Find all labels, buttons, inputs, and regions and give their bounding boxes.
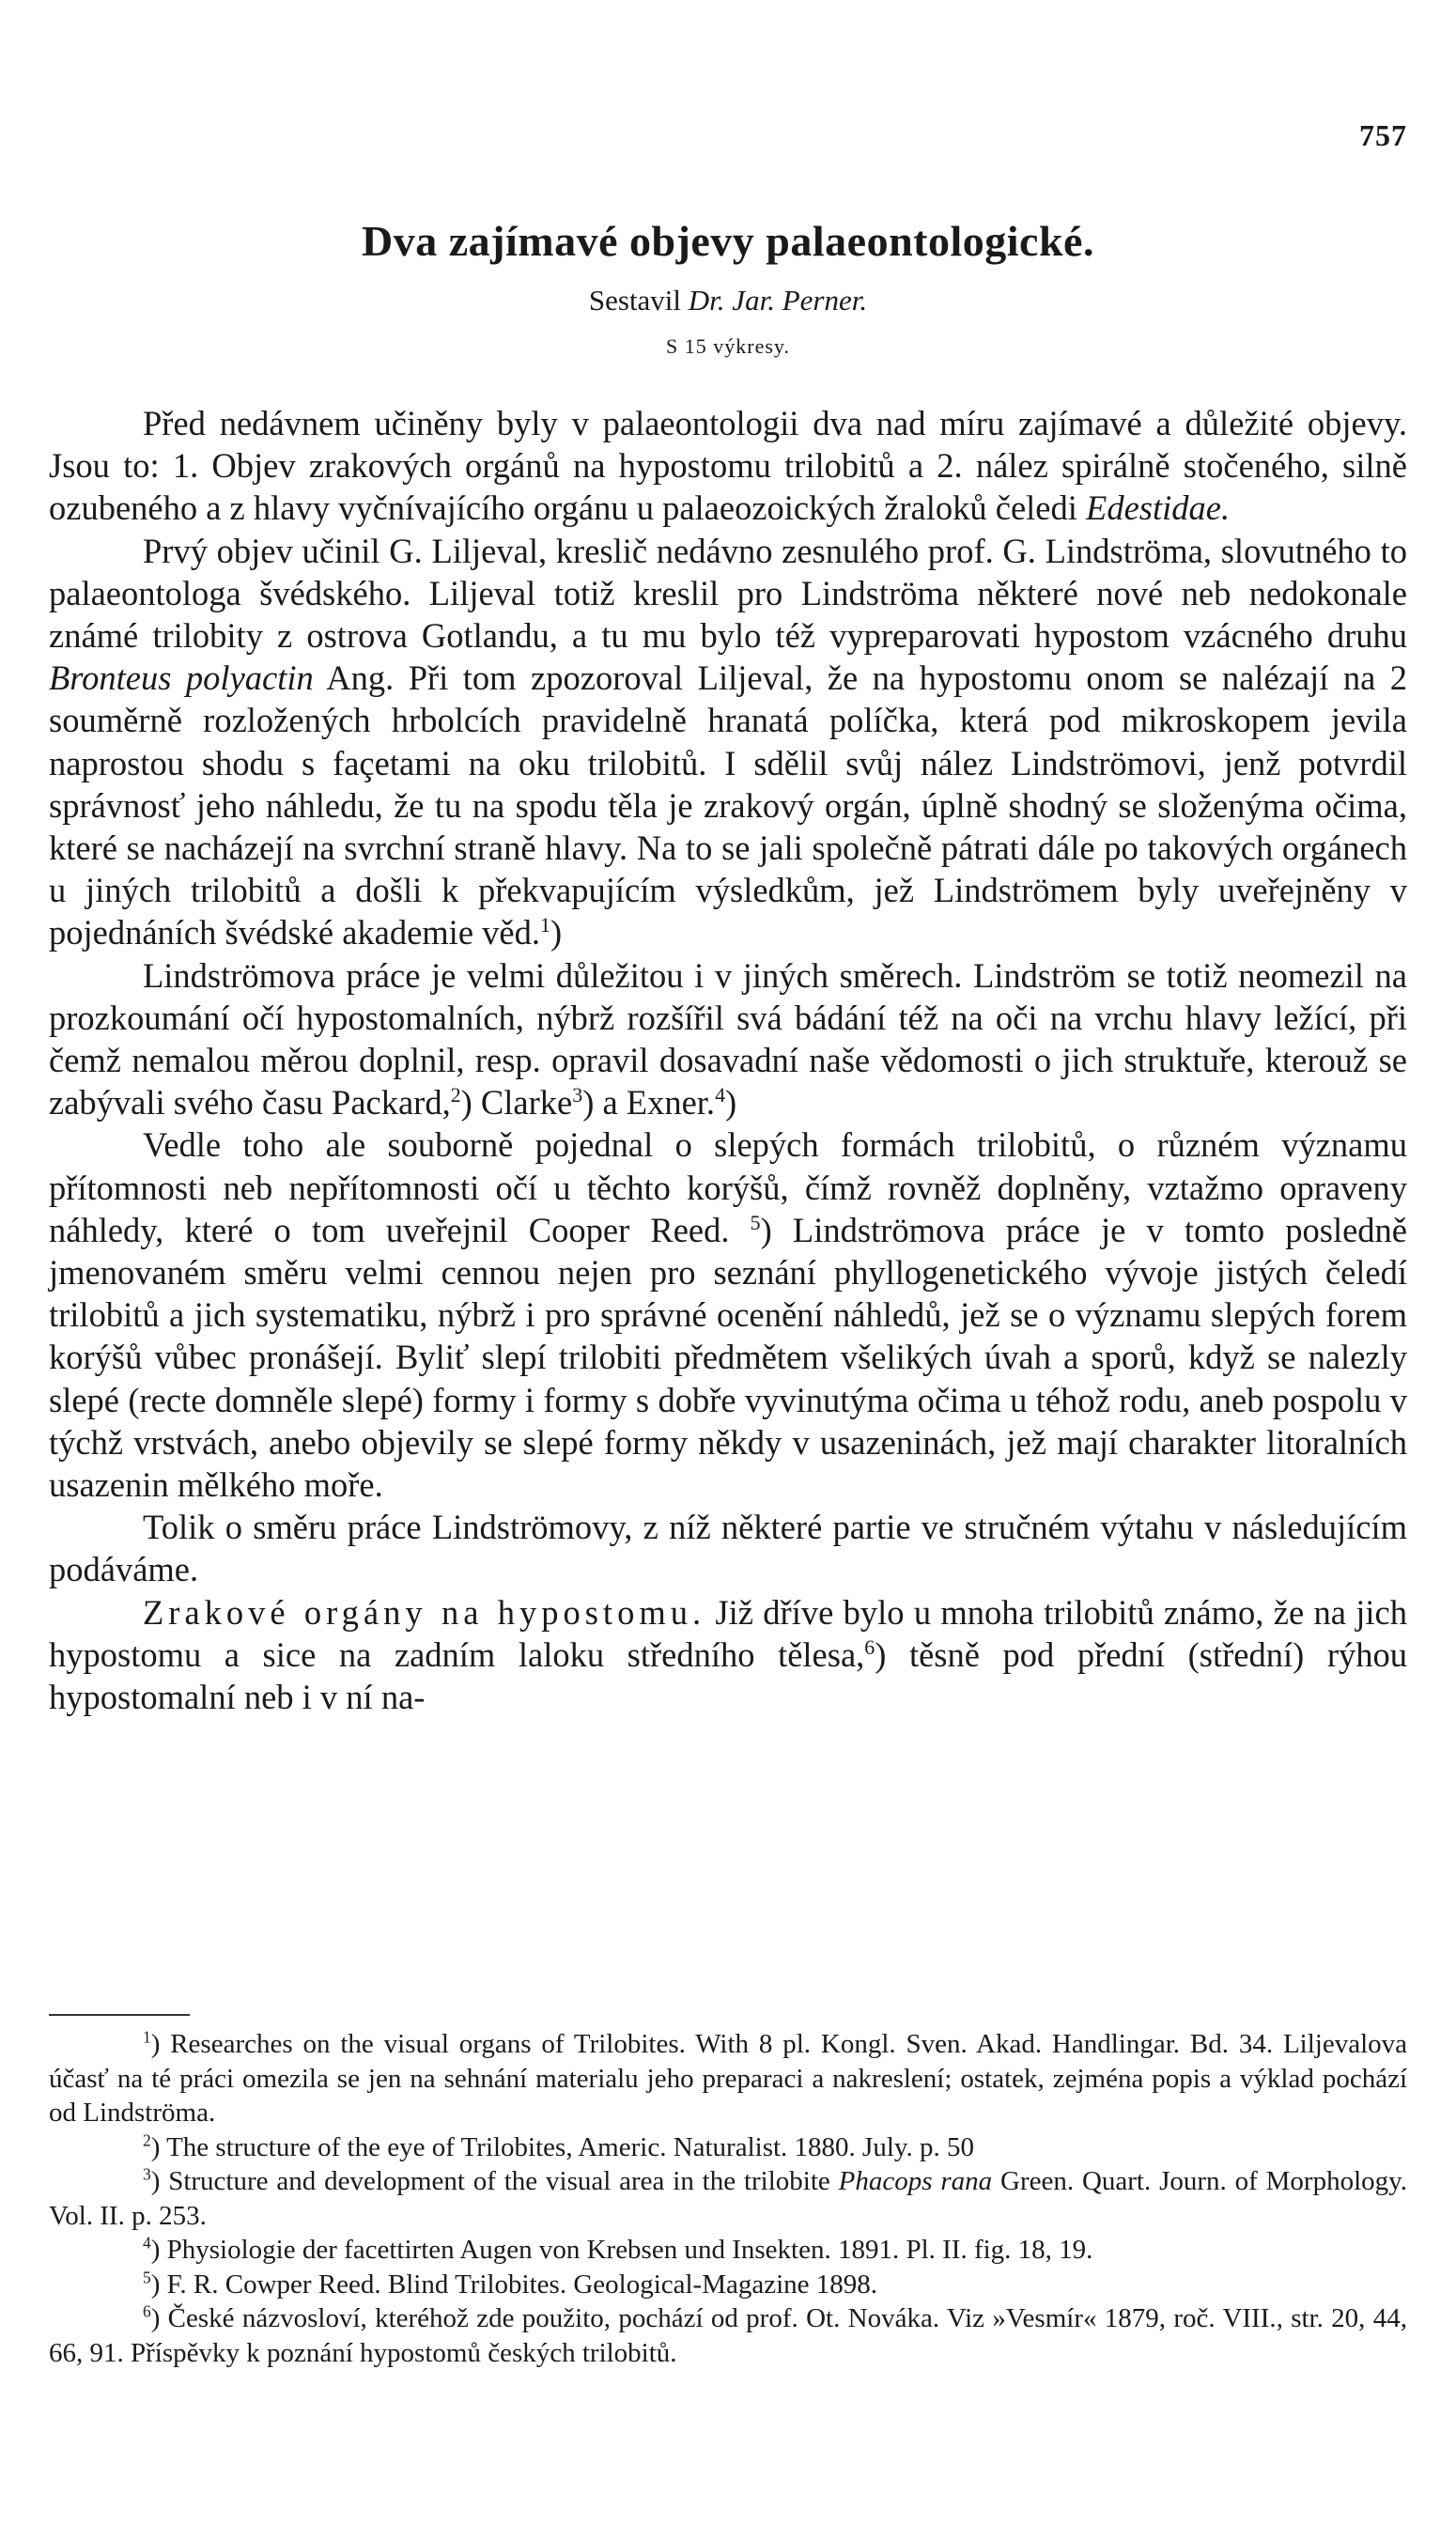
footnotes xyxy=(49,2027,1407,2370)
footnote-3-mark: 3 xyxy=(143,2164,151,2184)
paragraph-2-end: ) xyxy=(550,913,563,952)
figures-note: S 15 výkresy. xyxy=(666,334,790,358)
paragraph-1 xyxy=(49,402,1407,530)
paragraph-5-text: Tolik o směru práce Lindströmovy, z níž některé partie ve stručném výtahu v následujícím podáváme. xyxy=(49,1508,1407,1589)
footnote-5-text: ) F. R. Cowper Reed. Blind Trilobites. Geological-Magazine 1898. xyxy=(150,2269,878,2300)
section-heading-inline: Zrakové orgány na hypostomu. xyxy=(143,1592,706,1632)
byline xyxy=(49,284,1407,318)
paragraph-3-text-c: ) a Exner. xyxy=(582,1083,716,1123)
paragraph-2-text-a: Prvý objev učinil G. Liljeval, kreslič nedávno zesnulého prof. G. Lindströma, slovutného to palaeontologa švédského. Liljeval totiž kreslil pro Lindströma některé nové neb nedokonale známé trilobity z ostrova Gotlandu, a tu mu bylo též vypreparovati hypostom vzácného druhu xyxy=(49,531,1407,656)
paragraph-4-text-a: Vedle toho ale souborně pojednal o slepých formách trilobitů, o různém významu přítomnosti neb nepřítomnosti očí u těchto korýšů, čímž rovněž doplněny, vztažmo opraveny náhledy, které o tom uveřejnil Cooper Reed. xyxy=(49,1125,1407,1249)
footnote-2 xyxy=(49,2130,1407,2165)
footnote-ref-6: 6 xyxy=(864,1634,875,1659)
footnote-3-text-a: ) Structure and development of the visual area in the trilobite xyxy=(150,2166,830,2196)
footnote-ref-1: 1 xyxy=(539,913,550,937)
footnote-5-mark: 5 xyxy=(143,2267,151,2286)
footnote-1-text: ) Researches on the visual organs of Trilobites. With 8 pl. Kongl. Sven. Akad. Handlingar. Bd. 34. Liljevalova účasť na té práci omezila se jen na sehnání materialu jeho preparaci a nakreslení; ostatek, zejména popis a výklad pochází od Lindströma. xyxy=(49,2029,1407,2128)
footnote-3 xyxy=(49,2164,1407,2233)
paragraph-3-text-d: ) xyxy=(725,1083,737,1123)
byline-author: Dr. Jar. Perner. xyxy=(688,284,868,317)
footnote-6 xyxy=(49,2301,1407,2370)
paragraph-1-text: Před nedávnem učiněny byly v palaeontologii dva nad míru zajímavé a důležité objevy. Jsou to: 1. Objev zrakových orgánů na hypostomu trilobitů a 2. nález spirálně stočeného, silně ozubeného a z hlavy vyčnívajícího orgánu u palaeozoických žraloků čeledi xyxy=(49,404,1407,528)
paragraph-3 xyxy=(49,954,1407,1124)
footnote-3-text-b: Green. Quart. Journ. of Morphology. Vol. II. p. 253. xyxy=(49,2166,1408,2231)
footnote-1-mark: 1 xyxy=(143,2027,151,2047)
footnote-separator xyxy=(49,2014,190,2016)
footnote-4 xyxy=(49,2233,1407,2268)
footnote-4-mark: 4 xyxy=(143,2233,151,2253)
paragraph-6 xyxy=(49,1591,1407,1719)
paragraph-3-text-a: Lindströmova práce je velmi důležitou i v jiných směrech. Lindström se totiž neomezil na prozkoumání očí hypostomalních, nýbrž rozšířil svá bádání též na oči na vrchu hlavy ležící, při čemž nemalou měrou doplnil, resp. opravil dosavadní naše vědomosti o jich struktuře, kterouž se zabývali svého času Packard, xyxy=(49,955,1407,1123)
article-title: Dva zajímavé objevy palaeontologické. xyxy=(362,217,1094,265)
footnote-4-text: ) Physiologie der facettirten Augen von Krebsen und Insekten. 1891. Pl. II. fig. 18, 19. xyxy=(150,2235,1093,2265)
footnote-3-italic: Phacops rana xyxy=(838,2166,993,2196)
paragraph-6-text-a: Již dříve bylo u mnoha trilobitů známo, že na jich hypostomu a sice na zadním laloku středního tělesa, xyxy=(49,1592,1407,1674)
byline-prefix: Sestavil xyxy=(588,284,682,317)
footnote-ref-2: 2 xyxy=(450,1083,461,1107)
footnote-2-text: ) The structure of the eye of Trilobites, Americ. Naturalist. 1880. July. p. 50 xyxy=(150,2131,975,2162)
article-body xyxy=(49,402,1407,1718)
paragraph-2-text-b: Ang. Při tom zpozoroval Liljeval, že na hypostomu onom se nalézají na 2 souměrně rozložených hrbolcích pravidelně hranatá políčka, která pod mikroskopem jevila naprostou shodu s façetami na oku trilobitů. I sdělil svůj nález Lindströmovi, jenž potvrdil správnosť jeho náhledu, že tu na spodu těla je zrakový orgán, úplně shodný se složenýma očima, které se nacházejí na svrchní straně hlavy. Na to se jali společně pátrati dále po takových orgánech u jiných trilobitů a došli k překvapujícím výsledkům, jež Lindströmem byly uveřejněny v pojednáních švédské akademie věd. xyxy=(49,658,1407,952)
paragraph-4 xyxy=(49,1123,1407,1506)
footnote-ref-4: 4 xyxy=(715,1083,726,1107)
paragraph-2-italic: Bronteus polyactin xyxy=(49,658,314,698)
paragraph-3-text-b: ) Clarke xyxy=(460,1083,573,1123)
paragraph-5 xyxy=(49,1506,1407,1590)
footnote-ref-3: 3 xyxy=(572,1083,583,1107)
paragraph-2 xyxy=(49,530,1407,954)
footnote-6-text: ) České názvosloví, kteréhož zde použito, pochází od prof. Ot. Nováka. Viz »Vesmír« 1879, roč. VIII., str. 20, 44, 66, 91. Příspěvky k poznání hypostomů českých trilobitů. xyxy=(49,2303,1407,2368)
footnote-ref-5: 5 xyxy=(750,1210,761,1234)
paragraph-4-text-b: ) Lindströmova práce je v tomto posledně jmenovaném směru velmi cennou nejen pro seznání phyllogenetického vývoje jistých čeledí trilobitů a jich systematiku, nýbrž i pro správné ocenění náhledů, jež se o významu slepých forem korýšů vůbec pronášejí. Byliť slepí trilobiti předmětem všelikých úvah a sporů, když se nalezly slepé (recte domněle slepé) formy i formy s dobře vyvinutýma očima u téhož rodu, aneb pospolu v týchž vrstvách, anebo objevily se slepé formy někdy v usazeninách, jež mají charakter litoralních usazenin mělkého moře. xyxy=(49,1210,1408,1505)
footnote-5 xyxy=(49,2268,1407,2302)
footnote-1 xyxy=(49,2027,1407,2130)
paragraph-6-text-b: ) těsně pod přední (střední) rýhou hypostomalní neb i v ní na- xyxy=(49,1634,1407,1717)
paragraph-1-italic: Edestidae. xyxy=(1086,488,1231,528)
footnote-6-mark: 6 xyxy=(143,2301,151,2321)
footnote-2-mark: 2 xyxy=(143,2130,151,2149)
page-number: 757 xyxy=(1359,118,1407,152)
